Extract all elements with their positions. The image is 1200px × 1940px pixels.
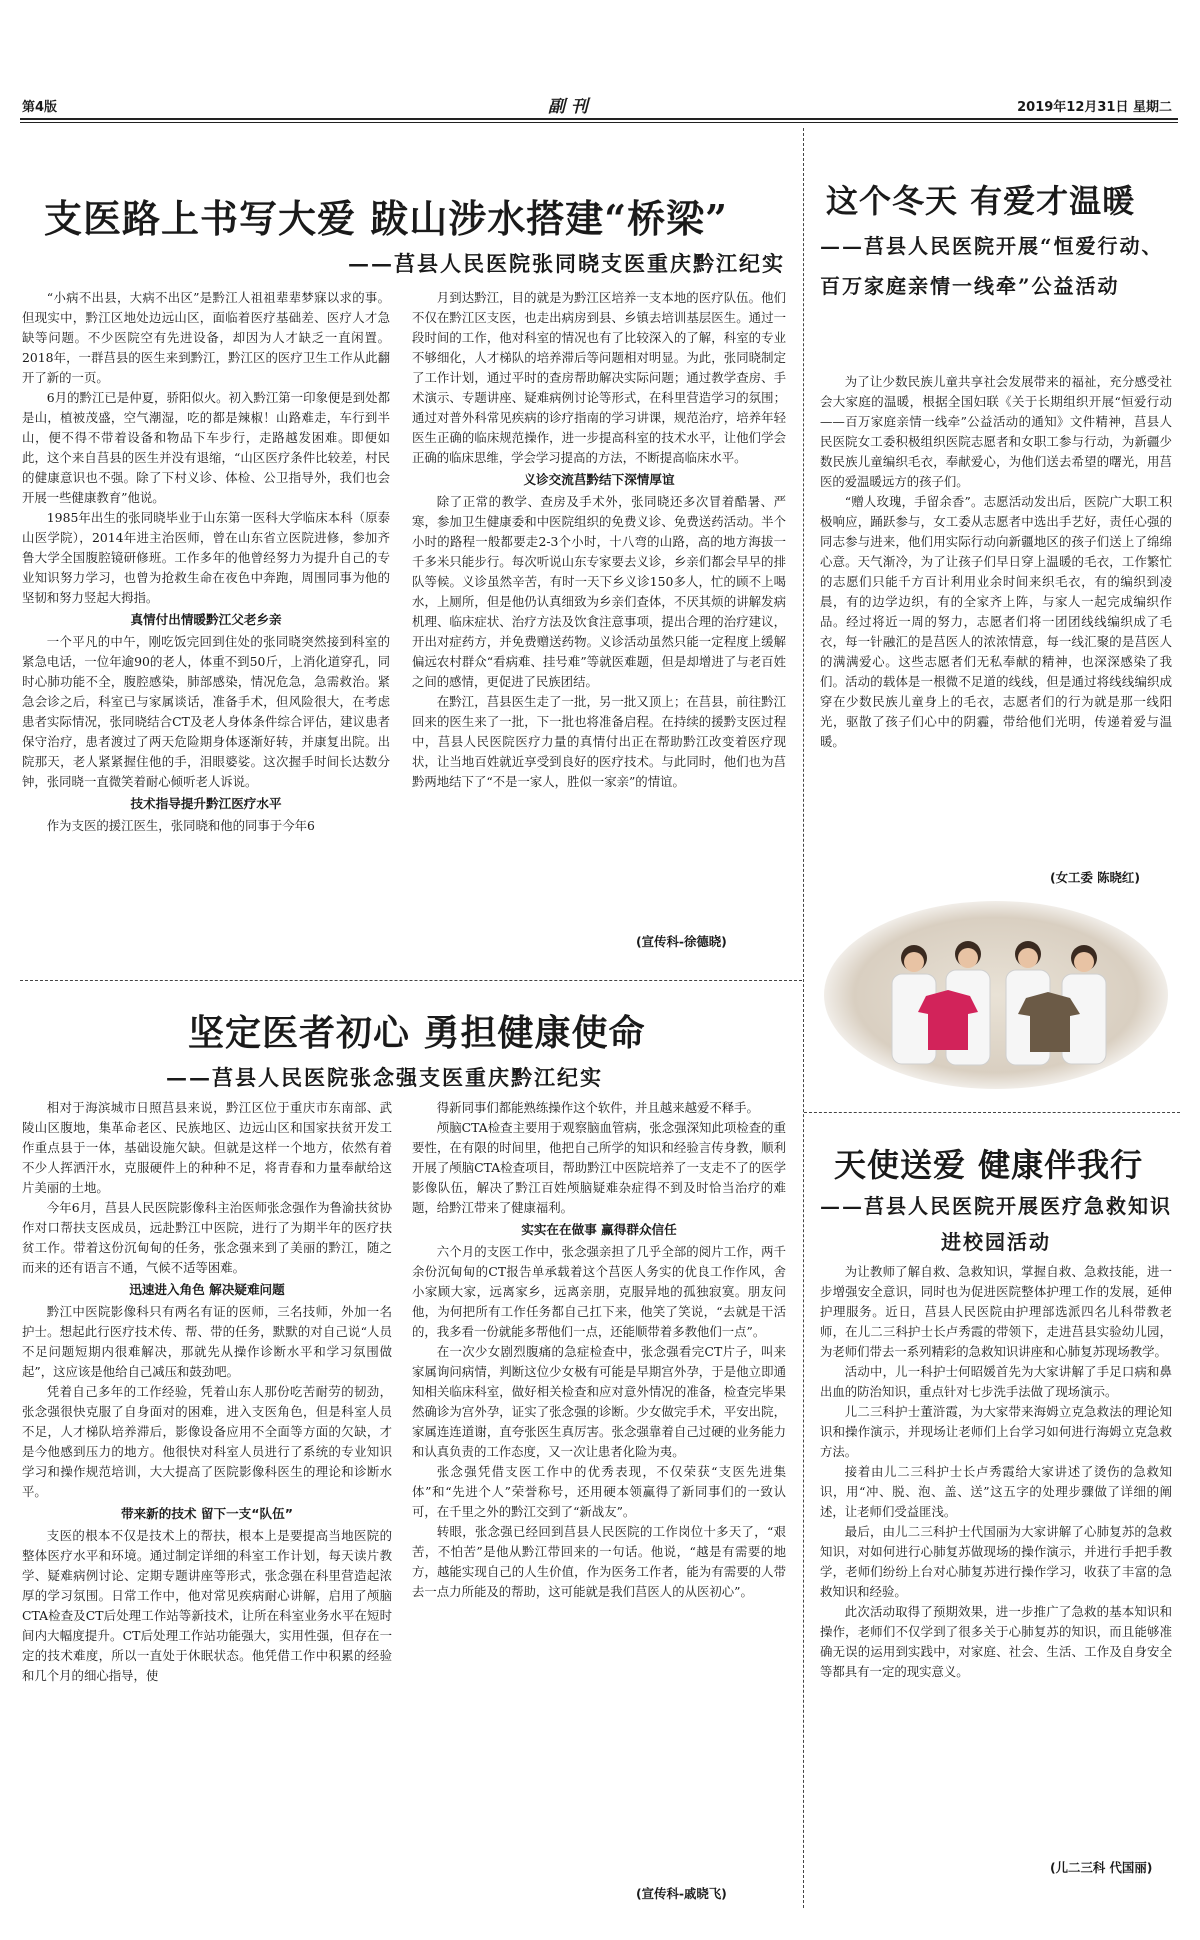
paragraph: 颅脑CTA检查主要用于观察脑血管病，张念强深知此项检查的重要性，在有限的时间里，他把自己所学的知识和经验言传身教，顺利开展了颅脑CTA检查项目，帮助黔江中医院培养了一支走不了的医学影像队伍，解决了黔江百姓颅脑疑难杂症得不到及时恰当治疗的难题，给黔江带来了健康福利。 (412, 1120, 786, 1215)
article2-column-1 (22, 1098, 392, 1898)
paragraph: 6月的黔江已是仲夏，骄阳似火。初入黔江第一印象便是到处都是山，植被茂盛，空气潮湿，吃的都是辣椒！山路难走，车行到半山，便不得不带着设备和物品下车步行，走路越发困难。即便如此，这个来自莒县的医生并没有退缩，“山区医疗条件比较差，村民的健康意识也不强。除了下村义诊、体检、公卫指导外，我们也会开展一些健康教育”他说。 (22, 390, 390, 505)
paragraph: 六个月的支医工作中，张念强亲担了几乎全部的阅片工作，两千余份沉甸甸的CT报告单承载着这个莒医人务实的优良工作作风，舍小家顾大家，远离家乡，远离亲朋，克服异地的孤独寂寞。朋友问他，为何把所有工作任务都自己扛下来，他笑了笑说，“去就是干活的，我多看一份就能多帮他们一点，还能顺带着多教他们一点”。 (412, 1244, 786, 1339)
article4-body (820, 1262, 1172, 1852)
article2-subtitle: ——莒县人民医院张念强支医重庆黔江纪实 (166, 1065, 603, 1090)
right-section-divider (804, 1112, 1180, 1113)
paragraph: 黔江中医院影像科只有两名有证的医师，三名技师，外加一名护士。想起此行医疗技术传、帮、带的任务，默默的对自己说“人员不足问题短期内很难解决，那就先从操作诊断水平和学习氛围做起”，这应该是他给自己减压和鼓劲吧。 (22, 1304, 392, 1379)
paragraph: 在一次少女剧烈腹痛的急症检查中，张念强看完CT片子，叫来家属询问病情，判断这位少女极有可能是早期宫外孕，于是他立即通知相关临床科室，做好相关检查和应对意外情况的准备，检查完毕果然确诊为宫外孕，证实了张念强的诊断。少女做完手术，平安出院，家属连连道谢，直夸张医生真厉害。张念强靠着自己过硬的业务能力和认真负责的工作态度，又一次让患者化险为夷。 (412, 1344, 786, 1459)
paragraph: 一个平凡的中午，刚吃饭完回到住处的张同晓突然接到科室的紧急电话，一位年逾90的老人，体重不到50斤，上消化道穿孔，同时心肺功能不全，腹腔感染，肺部感染，情况危急，急需救治。紧急会诊之后，科室已与家属谈话，准备手术，但风险很大，在考虑患者实际情况，张同晓结合CT及老人身体条件综合评估，建议患者保守治疗，患者渡过了两天危险期身体逐渐好转，并康复出院。出院那天，老人紧紧握住他的手，泪眼婆娑。这次握手时间长达数分钟，张同晓一直微笑着耐心倾听老人诉说。 (22, 634, 390, 789)
paragraph: 月到达黔江，目的就是为黔江区培养一支本地的医疗队伍。他们不仅在黔江区支医，也走出病房到县、乡镇去培训基层医生。通过一段时间的工作，他对科室的情况也有了比较深入的了解，科室的专业不够细化，人才梯队的培养滞后等问题相对明显。为此，张同晓制定了工作计划，通过平时的查房帮助解决实际问题；通过教学查房、手术演示、专题讲座、疑难病例讨论等形式，在科里营造学习的氛围；通过对普外科常见疾病的诊疗指南的学习讲课，规范治疗，培养年轻医生正确的临床规范操作，进一步提高科室的技术水平，让他们学会正确的临床思维，学会学习提高的方法，不断提高临床水平。 (412, 290, 786, 465)
article1-byline: (宣传科-徐德晓) (636, 934, 727, 949)
article3-subtitle: ——莒县人民医院开展“恒爱行动、百万家庭亲情一线牵”公益活动 (820, 234, 1164, 298)
section-heading: 技术指导提升黔江医疗水平 (130, 796, 282, 811)
article3-title: 这个冬天 有爱才温暖 (826, 182, 1136, 220)
article2-title: 坚定医者初心 勇担健康使命 (188, 1012, 646, 1054)
paragraph: 此次活动取得了预期效果，进一步推广了急救的基本知识和操作，老师们不仅学到了很多关于心肺复苏的知识，而且能够准确无误的运用到实践中，对家庭、社会、生活、工作及自身安全等都具有一定的现实意义。 (820, 1604, 1172, 1679)
header-rule (20, 118, 1178, 120)
section-heading: 带来新的技术 留下一支“队伍” (120, 1506, 294, 1521)
paragraph: 张念强凭借支医工作中的优秀表现，不仅荣获“支医先进集体”和“先进个人”荣誉称号，还用硬本领赢得了新同事们的一致认可，在千里之外的黔江交到了“新战友”。 (412, 1464, 786, 1519)
article1-column-1 (22, 288, 390, 948)
section-heading: 真情付出情暖黔江父老乡亲 (130, 612, 282, 627)
paragraph: 今年6月，莒县人民医院影像科主治医师张念强作为鲁渝扶贫协作对口帮扶支医成员，远赴黔江中医院，进行了为期半年的医疗扶贫工作。带着这份沉甸甸的任务，张念强来到了美丽的黔江，随之而来的还有语言不通，气候不适等困难。 (22, 1200, 392, 1275)
paragraph: 最后，由儿二三科护士代国丽为大家讲解了心肺复苏的急救知识，对如何进行心肺复苏做现场的操作演示，并进行手把手教学，老师们纷纷上台对心肺复苏进行操作学习，收获了丰富的急救知识和经验。 (820, 1524, 1172, 1599)
paragraph: 得新同事们都能熟练操作这个软件，并且越来越爱不释手。 (436, 1100, 759, 1115)
photo-illustration (822, 900, 1170, 1090)
column-divider (803, 128, 804, 1908)
article4-byline: (儿二三科 代国丽) (1050, 1860, 1153, 1875)
volunteers-photo (822, 900, 1170, 1090)
article4-title: 天使送爱 健康伴我行 (834, 1146, 1144, 1184)
paragraph: 1985年出生的张同晓毕业于山东第一医科大学临床本科（原泰山医学院），2014年进主治医师，曾在山东省立医院进修，参加齐鲁大学全国腹腔镜研修班。工作多年的他曾经努力为提升自己的专业知识努力学习，也曾为抢救生命在夜色中奔跑，周围同事为他的坚韧和努力竖起大拇指。 (22, 510, 390, 605)
article4-subtitle: ——莒县人民医院开展医疗急救知识进校园活动 (820, 1194, 1172, 1254)
paragraph: 为了让少数民族儿童共享社会发展带来的福祉，充分感受社会大家庭的温暖，根据全国妇联《关于长期组织开展“恒爱行动——百万家庭亲情一线牵”公益活动的通知》文件精神，莒县人民医院女工委积极组织医院志愿者和女职工参与行动，为新疆少数民族儿童编织毛衣，奉献爱心，为他们送去希望的曙光，用莒医的爱温暖远方的孩子们。 (820, 374, 1172, 489)
paragraph: 相对于海滨城市日照莒县来说，黔江区位于重庆市东南部、武陵山区腹地，集革命老区、民族地区、边远山区和国家扶贫开发工作重点县于一体，基础设施欠缺。但就是这样一个地方，依然有着不少人挥洒汗水，克服硬件上的种种不足，将青春和力量奉献给这片美丽的土地。 (22, 1100, 392, 1195)
paragraph: 支医的根本不仅是技术上的帮扶，根本上是要提高当地医院的整体医疗水平和环境。通过制定详细的科室工作计划，每天读片教学、疑难病例讨论、定期专题讲座等形式，张念强在科里营造起浓厚的学习氛围。日常工作中，他对常见疾病耐心讲解，启用了颅脑CTA检查及CT后处理工作站等新技术，让所在科室业务水平在短时间内大幅度提升。CT后处理工作站功能强大，实用性强，但存在一定的技术难度，所以一直处于休眠状态。他凭借工作中积累的经验和几个月的细心指导，使 (22, 1528, 392, 1683)
paragraph: 为让教师了解自救、急救知识，掌握自救、急救技能，进一步增强安全意识，同时也为促进医院整体护理工作的发展，延伸护理服务。近日，莒县人民医院由护理部选派四名儿科带教老师，在儿二三科护士长卢秀霞的带领下，走进莒县实验幼儿园，为老师们带去一系列精彩的急救知识讲座和心肺复苏现场教学。 (820, 1264, 1172, 1359)
paragraph: 作为支医的援江医生，张同晓和他的同事于今年6 (46, 818, 315, 833)
header-rule-thin (20, 122, 1178, 123)
article1-column-2 (412, 288, 786, 928)
article1-title: 支医路上书写大爱 跋山涉水搭建“桥梁” (44, 196, 728, 241)
paragraph: 转眼，张念强已经回到莒县人民医院的工作岗位十多天了，“艰苦，不怕苦”是他从黔江带回来的一句话。他说，“越是有需要的地方，越能实现自己的人生价值，作为医务工作者，能为有需要的人带去一点力所能及的帮助，这可能就是我们莒医人的从医初心”。 (412, 1524, 786, 1599)
paragraph: 活动中，儿一科护士何昭媛首先为大家讲解了手足口病和鼻出血的防治知识，重点针对七步洗手法做了现场演示。 (820, 1364, 1172, 1399)
section-divider (20, 980, 802, 981)
section-heading: 义诊交流莒黔结下深情厚谊 (523, 472, 675, 487)
paragraph: 儿二三科护士董浒霞，为大家带来海姆立克急救法的理论知识和操作演示，并现场让老师们上台学习如何进行海姆立克急救方法。 (820, 1404, 1172, 1459)
paragraph: “小病不出县，大病不出区”是黔江人祖祖辈辈梦寐以求的事。但现实中，黔江区地处边远山区，面临着医疗基础差、医疗人才急缺等问题。不少医院空有先进设备，却因为人才缺乏一直闲置。2018年，一群莒县的医生来到黔江，黔江区的医疗卫生工作从此翻开了新的一页。 (22, 290, 390, 385)
article2-byline: (宣传科-戚晓飞) (636, 1886, 727, 1901)
article2-column-2 (412, 1098, 786, 1888)
section-name: 副 刊 (548, 97, 588, 117)
issue-date: 2019年12月31日 星期二 (1017, 100, 1172, 115)
article1-subtitle: ——莒县人民医院张同晓支医重庆黔江纪实 (348, 251, 785, 276)
article3-byline: (女工委 陈晓红) (1050, 870, 1140, 885)
article3-body (820, 372, 1172, 864)
section-heading: 实实在在做事 赢得群众信任 (521, 1222, 677, 1237)
paragraph: “赠人玫瑰，手留余香”。志愿活动发出后，医院广大职工积极响应，踊跃参与，女工委从志愿者中选出手艺好，责任心强的同志参与进来，他们用实际行动向新疆地区的孩子们送上了绵绵心意。天气渐冷，为了让孩子们早日穿上温暖的毛衣，工作繁忙的志愿们只能千方百计利用业余时间来织毛衣，有的编织到凌晨，有的边学边织，有的全家齐上阵，与家人一起完成编织作品。经过将近一周的努力，志愿者们将一团团线线编织成了毛衣，每一针融汇的是莒医人的浓浓情意，每一线汇聚的是莒医人的满满爱心。这些志愿者们无私奉献的精神，也深深感染了我们。活动的载体是一根微不足道的线线，但是通过将线线编织成穿在少数民族儿童身上的毛衣，志愿者们的行为就是那一线阳光，驱散了孩子们心中的阴霾，带给他们光明，传递着爱与温暖。 (820, 494, 1172, 749)
paragraph: 除了正常的教学、查房及手术外，张同晓还多次冒着酷暑、严寒，参加卫生健康委和中医院组织的免费义诊、免费送药活动。半个小时的路程一般都要走2-3个小时，十八弯的山路，高的地方海拔一千多米只能步行。每次听说山东专家要去义诊，乡亲们都会早早的排队等候。义诊虽然辛苦，有时一天下乡义诊150多人，忙的顾不上喝水，上厕所，但是他仍认真细致为乡亲们查体，不厌其烦的讲解发病机理、临床症状、治疗方法及饮食注意事项，提出合理的治疗建议，开出对症药方，并免费赠送药物。义诊活动虽然只能一定程度上缓解偏远农村群众“看病难、挂号难”等就医难题，但是却增进了与老百姓之间的感情，更促进了民族团结。 (412, 494, 786, 689)
paragraph: 在黔江，莒县医生走了一批，另一批又顶上；在莒县，前往黔江回来的医生来了一批，下一批也将准备启程。在持续的援黔支医过程中，莒县人民医院医疗力量的真情付出正在帮助黔江改变着医疗现状，让当地百姓就近享受到良好的医疗技术。与此同时，他们也为莒黔两地结下了“不是一家人，胜似一家亲”的情谊。 (412, 694, 786, 789)
paragraph: 接着由儿二三科护士长卢秀霞给大家讲述了烫伤的急救知识，用“冲、脱、泡、盖、送”这五字的处理步骤做了详细的阐述，让老师们受益匪浅。 (820, 1464, 1172, 1519)
section-heading: 迅速进入角色 解决疑难问题 (129, 1282, 285, 1297)
paragraph: 凭着自己多年的工作经验，凭着山东人那份吃苦耐劳的韧劲，张念强很快克服了自身面对的困难，进入支医角色，但是科室人员不足，人才梯队培养滞后，影像设备应用不全面等方面的欠缺，才是今他感到压力的地方。他很快对科室人员进行了系统的专业知识学习和操作规范培训，大大提高了医院影像科医生的理论和诊断水平。 (22, 1384, 392, 1499)
page-number: 第4版 (22, 100, 58, 115)
